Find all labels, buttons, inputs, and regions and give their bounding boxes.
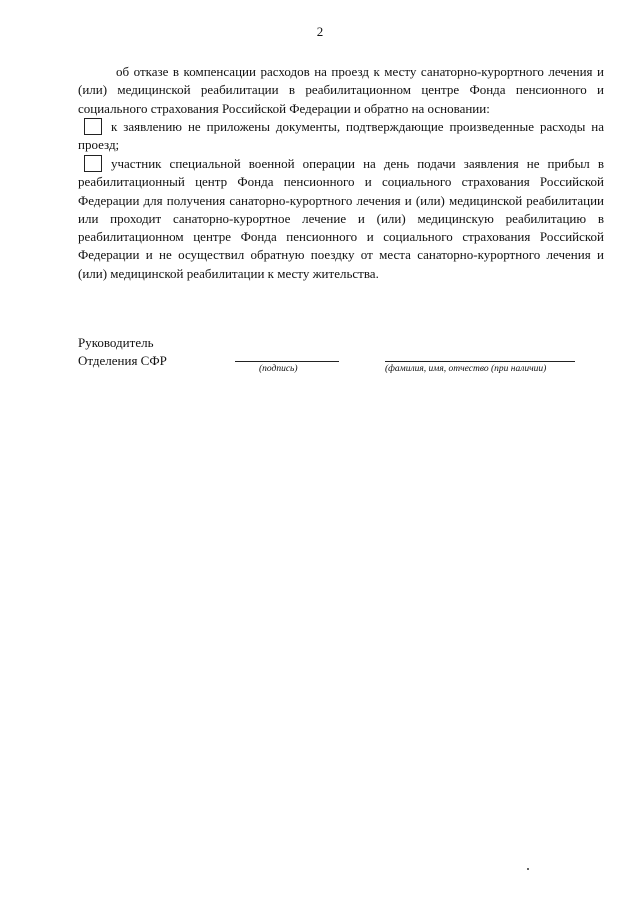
reason-checkbox-documents[interactable] xyxy=(84,118,102,135)
signature-caption: (подпись) xyxy=(259,364,298,374)
signatory-title-line1: Руководитель xyxy=(78,335,154,350)
full-name-caption: (фамилия, имя, отчество (при наличии) xyxy=(385,364,547,374)
signatory-title-line2: Отделения СФР xyxy=(78,353,167,368)
reason-option-not-arrived xyxy=(78,155,604,283)
reason-text-documents: к заявлению не приложены документы, подтверждающие произведенные расходы на проезд; xyxy=(78,119,604,153)
page-number: 2 xyxy=(316,24,324,39)
signature-line[interactable] xyxy=(235,361,339,362)
reason-option-documents xyxy=(78,118,604,155)
refusal-intro-text: об отказе в компенсации расходов на проезд к месту санаторно-курортного лечения и (или) медицинской реабилитации в реабилитационном центре Фонда пенсионного и социального страхования Российской Федерации и обратно на основании: xyxy=(78,64,604,116)
reason-text-not-arrived: участник специальной военной операции на день подачи заявления не прибыл в реабилитационный центр Фонда пенсионного и социального страхования Российской Федерации для получения санаторно-курортного лечения и (или) медицинской реабилитации или проходит санаторно-курортное лечение и (или) медицинскую реабилитацию в реабилитационном центре Фонда пенсионного и социального страхования Российской Федерации и не осуществил обратную поездку от места санаторно-курортного лечения и (или) медицинской реабилитации к месту жительства. xyxy=(78,156,604,281)
signatory-title xyxy=(78,334,167,370)
scan-speck xyxy=(527,868,529,870)
full-name-line[interactable] xyxy=(385,361,575,362)
reason-checkbox-not-arrived[interactable] xyxy=(84,155,102,172)
